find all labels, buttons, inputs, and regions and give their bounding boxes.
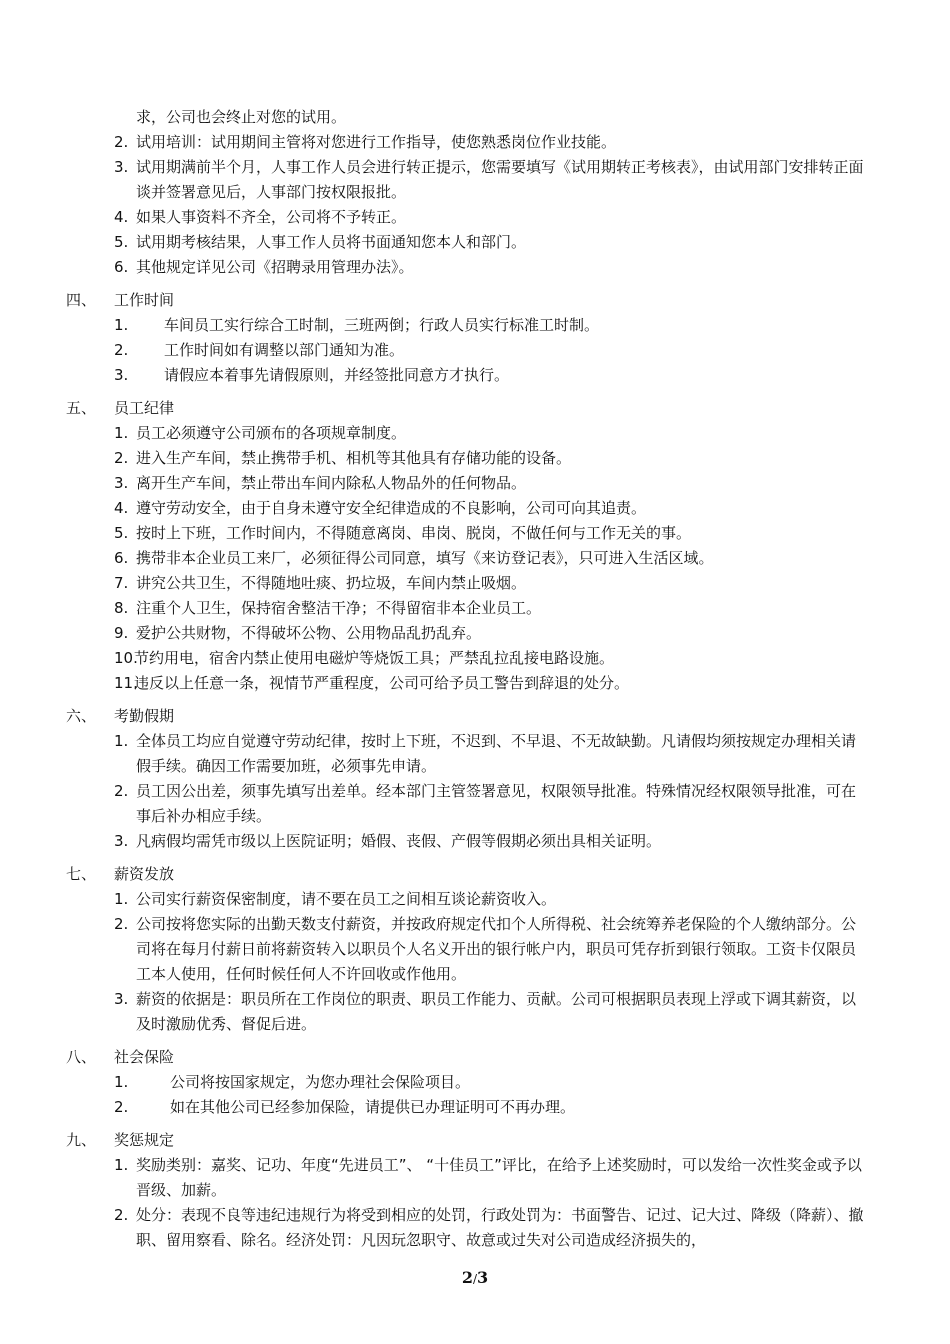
section-title: 奖惩规定 [114, 1131, 175, 1149]
item-text: 公司将按国家规定，为您办理社会保险项目。 [170, 1073, 471, 1091]
section-number: 八、 [66, 1048, 97, 1066]
list-item [66, 521, 866, 546]
list-item [66, 446, 866, 471]
item-text: 员工必须遵守公司颁布的各项规章制度。 [136, 424, 407, 442]
section-number: 六、 [66, 707, 97, 725]
list-item [66, 1070, 866, 1095]
list-item [66, 338, 866, 363]
item-text: 注重个人卫生，保持宿舍整洁干净；不得留宿非本企业员工。 [136, 599, 542, 617]
list-item [66, 230, 866, 255]
item-text: 按时上下班，工作时间内，不得随意离岗、串岗、脱岗，不做任何与工作无关的事。 [136, 524, 692, 542]
list-item [66, 621, 866, 646]
list-item [66, 912, 866, 987]
item-number: 1. [114, 316, 129, 334]
item-text: 讲究公共卫生，不得随地吐痰、扔垃圾，车间内禁止吸烟。 [136, 574, 527, 592]
list-item [66, 496, 866, 521]
item-number: 1. [114, 424, 129, 442]
section-number: 四、 [66, 291, 97, 309]
section-title: 薪资发放 [114, 865, 175, 883]
list-item [66, 363, 866, 388]
item-text: 请假应本着事先请假原则，并经签批同意方才执行。 [164, 366, 510, 384]
item-text: 公司按将您实际的出勤天数支付薪资，并按政府规定代扣个人所得税、社会统筹养老保险的个人缴纳部分。公司将在每月付薪日前将薪资转入以职员个人名义开出的银行帐户内，职员可凭存折到银行领取。工资卡仅限员工本人使用，任何时候任何人不许回收或作他用。 [136, 915, 857, 983]
item-text: 爱护公共财物，不得破坏公物、公用物品乱扔乱弃。 [136, 624, 482, 642]
item-number: 2. [114, 915, 129, 933]
section-number: 九、 [66, 1131, 97, 1149]
item-number: 2. [114, 782, 129, 800]
item-number: 1. [114, 1156, 129, 1174]
list-item [66, 987, 866, 1037]
list-item [66, 646, 866, 671]
section-heading-9 [66, 1128, 866, 1153]
total-pages: 3 [477, 1268, 489, 1287]
item-text: 携带非本企业员工来厂，必须征得公司同意，填写《来访登记表》，只可进入生活区域。 [136, 549, 714, 567]
item-text: 试用期满前半个月，人事工作人员会进行转正提示，您需要填写《试用期转正考核表》，由试用部门安排转正面谈并签署意见后，人事部门按权限报批。 [136, 158, 864, 201]
item-number: 1. [114, 732, 129, 750]
item-number: 2. [114, 341, 129, 359]
item-text: 如果人事资料不齐全，公司将不予转正。 [136, 208, 407, 226]
section-heading-4 [66, 288, 866, 313]
list-item [66, 130, 866, 155]
item-number: 3. [114, 990, 129, 1008]
item-text: 试用培训：试用期间主管将对您进行工作指导，使您熟悉岗位作业技能。 [136, 133, 617, 151]
item-number: 1. [114, 1073, 129, 1091]
section-heading-6 [66, 704, 866, 729]
item-number: 6. [114, 258, 129, 276]
item-text: 薪资的依据是：职员所在工作岗位的职责、职员工作能力、贡献。公司可根据职员表现上浮或下调其薪资，以及时激励优秀、督促后进。 [136, 990, 857, 1033]
item-text: 进入生产车间，禁止携带手机、相机等其他具有存储功能的设备。 [136, 449, 572, 467]
item-number: 2. [114, 449, 129, 467]
item-number: 5. [114, 233, 129, 251]
item-number: 2. [114, 133, 129, 151]
item-text: 遵守劳动安全，由于自身未遵守安全纪律造成的不良影响，公司可向其追责。 [136, 499, 647, 517]
item-number: 6. [114, 549, 129, 567]
item-number: 2. [114, 1098, 129, 1116]
section-number: 五、 [66, 399, 97, 417]
list-item [66, 571, 866, 596]
section-title: 员工纪律 [114, 399, 175, 417]
item-number: 3. [114, 474, 129, 492]
section-3-items [66, 130, 866, 280]
item-text: 工作时间如有调整以部门通知为准。 [164, 341, 405, 359]
item-number: 10. [114, 649, 138, 667]
item-text: 如在其他公司已经参加保险，请提供已办理证明可不再办理。 [170, 1098, 576, 1116]
item-number: 4. [114, 499, 129, 517]
list-item [66, 887, 866, 912]
list-item [66, 313, 866, 338]
list-item [66, 421, 866, 446]
list-item [66, 671, 866, 696]
page-number [0, 1268, 950, 1287]
list-item [66, 546, 866, 571]
list-item [66, 1095, 866, 1120]
continued-text: 求，公司也会终止对您的试用。 [136, 108, 347, 126]
section-title: 社会保险 [114, 1048, 175, 1066]
item-text: 全体员工均应自觉遵守劳动纪律，按时上下班，不迟到、不早退、不无故缺勤。凡请假均须按规定办理相关请假手续。确因工作需要加班，必须事先申请。 [136, 732, 857, 775]
item-text: 处分：表现不良等违纪违规行为将受到相应的处罚，行政处罚为：书面警告、记过、记大过、降级（降薪）、撤职、留用察看、除名。经济处罚：凡因玩忽职守、故意或过失对公司造成经济损失的， [136, 1206, 864, 1249]
section-title: 考勤假期 [114, 707, 175, 725]
item-text: 奖励类别：嘉奖、记功、年度“先进员工”、 “十佳员工”评比，在给予上述奖励时，可以发给一次性奖金或予以晋级、加薪。 [136, 1156, 862, 1199]
section-heading-8 [66, 1045, 866, 1070]
list-item [66, 471, 866, 496]
section-title: 工作时间 [114, 291, 175, 309]
item-text: 违反以上任意一条，视情节严重程度，公司可给予员工警告到辞退的处分。 [134, 674, 630, 692]
list-item [66, 155, 866, 205]
item-text: 节约用电，宿舍内禁止使用电磁炉等烧饭工具；严禁乱拉乱接电路设施。 [134, 649, 615, 667]
item-number: 3. [114, 366, 129, 384]
document-body [66, 105, 866, 1253]
item-text: 试用期考核结果，人事工作人员将书面通知您本人和部门。 [136, 233, 527, 251]
list-item [66, 205, 866, 230]
item-text: 离开生产车间，禁止带出车间内除私人物品外的任何物品。 [136, 474, 527, 492]
item-text: 车间员工实行综合工时制，三班两倒；行政人员实行标准工时制。 [164, 316, 600, 334]
list-item [66, 1153, 866, 1203]
item-text: 其他规定详见公司《招聘录用管理办法》。 [136, 258, 414, 276]
item-text: 公司实行薪资保密制度，请不要在员工之间相互谈论薪资收入。 [136, 890, 557, 908]
list-item [66, 255, 866, 280]
item-number: 1. [114, 890, 129, 908]
item-number: 3. [114, 832, 129, 850]
list-item [66, 1203, 866, 1253]
item-number: 11. [114, 674, 138, 692]
item-number: 4. [114, 208, 129, 226]
section-number: 七、 [66, 865, 97, 883]
item-number: 5. [114, 524, 129, 542]
current-page: 2 [461, 1268, 473, 1287]
page-separator: / [472, 1272, 478, 1286]
list-item [66, 596, 866, 621]
item-number: 3. [114, 158, 129, 176]
item-number: 7. [114, 574, 129, 592]
item-number: 2. [114, 1206, 129, 1224]
item-text: 凡病假均需凭市级以上医院证明；婚假、丧假、产假等假期必须出具相关证明。 [136, 832, 662, 850]
item-number: 8. [114, 599, 129, 617]
list-item [66, 779, 866, 829]
item-number: 9. [114, 624, 129, 642]
section-heading-7 [66, 862, 866, 887]
item-text: 员工因公出差，须事先填写出差单。经本部门主管签署意见，权限领导批准。特殊情况经权限领导批准，可在事后补办相应手续。 [136, 782, 857, 825]
list-item [66, 829, 866, 854]
section-heading-5 [66, 396, 866, 421]
list-item [66, 729, 866, 779]
